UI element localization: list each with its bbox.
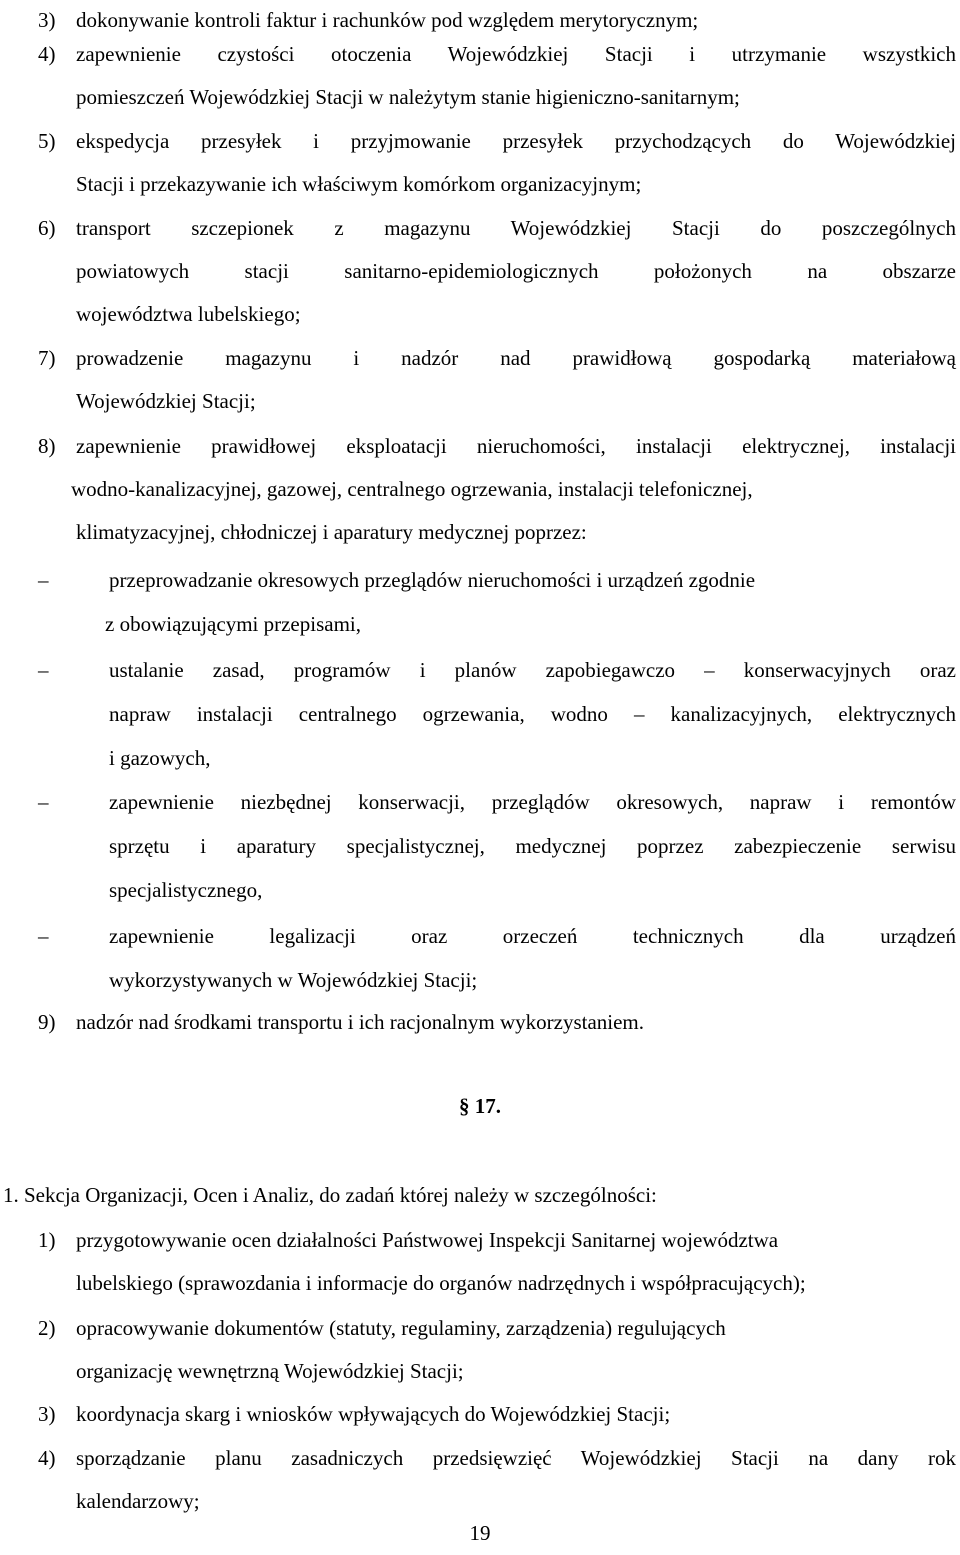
dash-text-line: z obowiązującymi przepisami, bbox=[105, 612, 361, 636]
section-item-2 bbox=[38, 1307, 956, 1393]
item-number: 9) bbox=[38, 1010, 56, 1034]
list-item-6 bbox=[38, 207, 956, 336]
item-number: 8) bbox=[38, 434, 56, 458]
dash-item-1 bbox=[38, 558, 956, 646]
dash-text-line: zapewnienie legalizacji oraz orzeczeń technicznych dla urządzeń bbox=[109, 924, 956, 948]
item-number: 7) bbox=[38, 346, 56, 370]
item-number: 2) bbox=[38, 1316, 56, 1340]
dash-bullet: – bbox=[38, 658, 49, 682]
list-item-8 bbox=[38, 425, 956, 554]
dash-item-2 bbox=[38, 648, 956, 780]
item-text-line: transport szczepionek z magazynu Wojewódzkiej Stacji do poszczególnych bbox=[76, 216, 956, 240]
item-number: 6) bbox=[38, 216, 56, 240]
dash-text-line: zapewnienie niezbędnej konserwacji, przeglądów okresowych, napraw i remontów bbox=[109, 790, 956, 814]
item-text-line: zapewnienie czystości otoczenia Wojewódzkiej Stacji i utrzymanie wszystkich bbox=[76, 42, 956, 66]
item-text-line: kalendarzowy; bbox=[76, 1489, 200, 1513]
dash-bullet: – bbox=[38, 790, 49, 814]
section-item-3 bbox=[38, 1393, 956, 1436]
item-text-line: przygotowywanie ocen działalności Państwowej Inspekcji Sanitarnej województwa bbox=[76, 1228, 779, 1252]
item-text-line: zapewnienie prawidłowej eksploatacji nieruchomości, instalacji elektrycznej, instalacji bbox=[76, 434, 956, 458]
item-text: dokonywanie kontroli faktur i rachunków pod względem merytorycznym; bbox=[76, 8, 699, 32]
list-item-5 bbox=[38, 120, 956, 206]
dash-bullet: – bbox=[38, 568, 49, 592]
item-number: 4) bbox=[38, 1446, 56, 1470]
item-text-line: lubelskiego (sprawozdania i informacje do organów nadrzędnych i współpracujących); bbox=[76, 1271, 806, 1295]
item-text-line: wodno-kanalizacyjnej, gazowej, centralnego ogrzewania, instalacji telefonicznej, bbox=[71, 477, 753, 501]
dash-item-4 bbox=[38, 914, 956, 1002]
dash-text-line: napraw instalacji centralnego ogrzewania, wodno – kanalizacyjnych, elektrycznych bbox=[109, 702, 956, 726]
item-text-line: organizację wewnętrzną Wojewódzkiej Stacji; bbox=[76, 1359, 464, 1383]
paragraph-heading: § 17. bbox=[459, 1094, 501, 1118]
item-text-line: klimatyzacyjnej, chłodniczej i aparatury medycznej poprzez: bbox=[76, 520, 587, 544]
item-number: 1) bbox=[38, 1228, 56, 1252]
item-text: koordynacja skarg i wniosków wpływających do Wojewódzkiej Stacji; bbox=[76, 1402, 671, 1426]
dash-bullet: – bbox=[38, 924, 49, 948]
item-number: 4) bbox=[38, 42, 56, 66]
item-text-line: pomieszczeń Wojewódzkiej Stacji w należytym stanie higieniczno-sanitarnym; bbox=[76, 85, 740, 109]
item-text-line: województwa lubelskiego; bbox=[76, 302, 301, 326]
dash-text-line: wykorzystywanych w Wojewódzkiej Stacji; bbox=[109, 968, 478, 992]
page-number: 19 bbox=[469, 1521, 491, 1545]
dash-item-3 bbox=[38, 780, 956, 912]
item-text-line: powiatowych stacji sanitarno-epidemiologicznych położonych na obszarze bbox=[76, 259, 956, 283]
dash-text-line: ustalanie zasad, programów i planów zapobiegawczo – konserwacyjnych oraz bbox=[109, 658, 956, 682]
item-number: 3) bbox=[38, 1402, 56, 1426]
item-text-line: Stacji i przekazywanie ich właściwym komórkom organizacyjnym; bbox=[76, 172, 642, 196]
section-heading: 1. Sekcja Organizacji, Ocen i Analiz, do zadań której należy w szczególności: bbox=[3, 1183, 657, 1207]
item-text-line: sporządzanie planu zasadniczych przedsięwzięć Wojewódzkiej Stacji na dany rok bbox=[76, 1446, 956, 1470]
dash-text-line: przeprowadzanie okresowych przeglądów nieruchomości i urządzeń zgodnie bbox=[109, 568, 756, 592]
item-text: nadzór nad środkami transportu i ich racjonalnym wykorzystaniem. bbox=[76, 1010, 645, 1034]
list-item-9 bbox=[38, 1001, 956, 1044]
dash-text-line: i gazowych, bbox=[109, 746, 211, 770]
item-text-line: ekspedycja przesyłek i przyjmowanie przesyłek przychodzących do Wojewódzkiej bbox=[76, 129, 956, 153]
item-number: 3) bbox=[38, 8, 56, 32]
dash-text-line: specjalistycznego, bbox=[109, 878, 263, 902]
item-text-line: Wojewódzkiej Stacji; bbox=[76, 389, 256, 413]
item-number: 5) bbox=[38, 129, 56, 153]
item-text-line: opracowywanie dokumentów (statuty, regulaminy, zarządzenia) regulujących bbox=[76, 1316, 726, 1340]
section-item-1 bbox=[38, 1219, 956, 1305]
list-item-4 bbox=[38, 33, 956, 119]
list-item-7 bbox=[38, 337, 956, 423]
dash-text-line: sprzętu i aparatury specjalistycznej, medycznej poprzez zabezpieczenie serwisu bbox=[109, 834, 956, 858]
item-text-line: prowadzenie magazynu i nadzór nad prawidłową gospodarką materiałową bbox=[76, 346, 956, 370]
